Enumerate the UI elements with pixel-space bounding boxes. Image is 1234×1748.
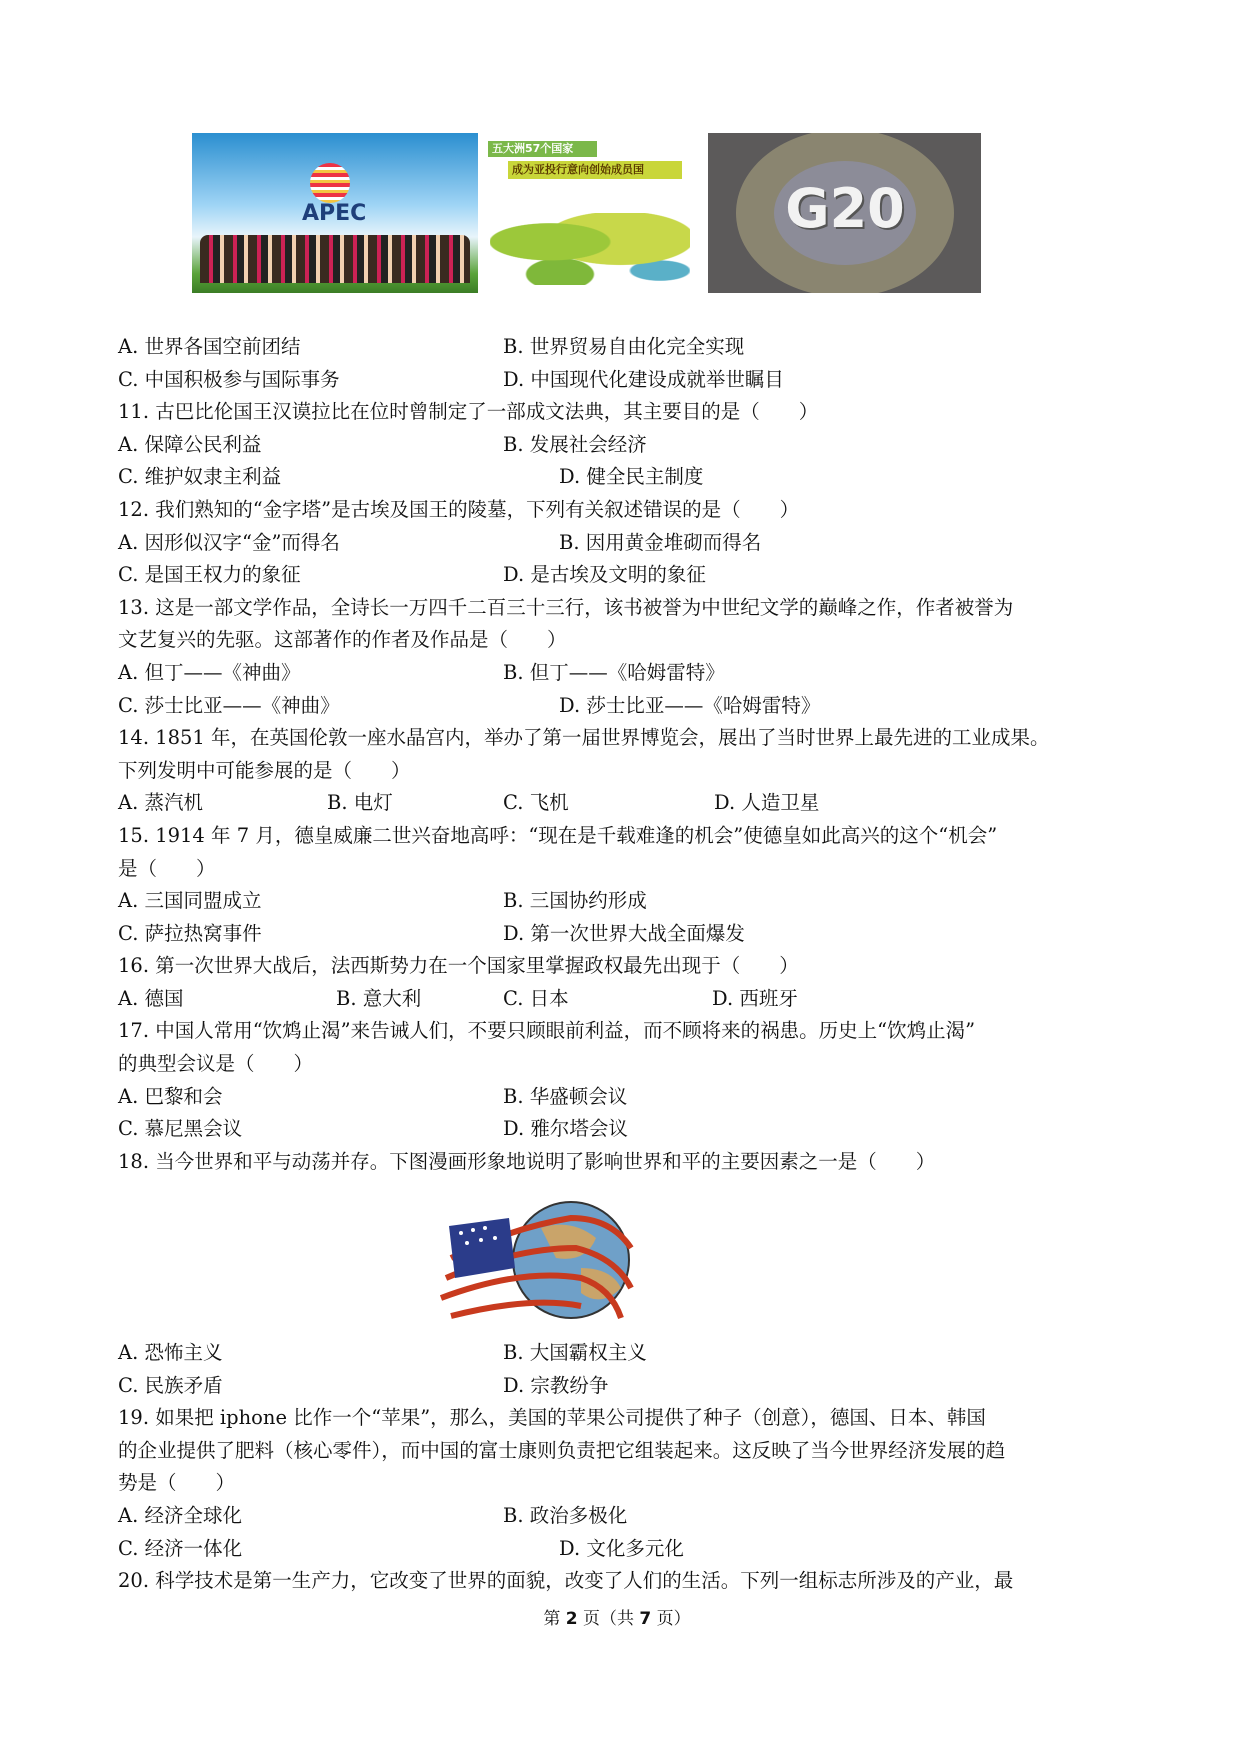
stem-text: 17. 中国人常用“饮鸩止渴”来告诫人们，不要只顾眼前利益，而不顾将来的祸患。历史上“饮鸩止渴”: [118, 1019, 976, 1043]
apec-label: APEC: [302, 201, 367, 226]
footer-text: 页（共: [577, 1609, 640, 1629]
option-c: C. 中国积极参与国际事务: [118, 367, 340, 391]
stem-text: 14. 1851 年，在英国伦敦一座水晶宫内，举办了第一届世界博览会，展出了当时世界上最先进的工业成果。: [118, 726, 1050, 750]
option-a: A. 蒸汽机: [118, 791, 203, 815]
option-row: [118, 559, 1128, 592]
option-row: [118, 1500, 1128, 1533]
option-b: B. 大国霸权主义: [503, 1341, 647, 1364]
option-a: A. 世界各国空前团结: [118, 335, 301, 358]
option-row: [118, 461, 1128, 494]
stem-text: 13. 这是一部文学作品，全诗长一万四千二百三十三行，该书被誉为中世纪文学的巅峰之作，作者被誉为: [118, 595, 1014, 619]
option-c: C. 慕尼黑会议: [118, 1117, 243, 1141]
stem-text: 是（ ）: [118, 856, 216, 880]
option-d: D. 人造卫星: [714, 791, 820, 815]
option-row: [118, 690, 1128, 723]
question-stem: [118, 624, 1128, 657]
option-c: C. 莎士比亚——《神曲》: [118, 693, 340, 717]
option-d: D. 中国现代化建设成就举世瞩目: [503, 367, 784, 391]
stem-text: 16. 第一次世界大战后，法西斯势力在一个国家里掌握政权最先出现于（ ）: [118, 954, 799, 978]
g20-image: [708, 133, 981, 293]
option-row: [118, 918, 1128, 951]
page-number: 2: [565, 1609, 578, 1629]
stem-text: 下列发明中可能参展的是（ ）: [118, 758, 411, 782]
option-b: B. 世界贸易自由化完全实现: [503, 335, 745, 358]
option-a: A. 因形似汉字“金”而得名: [118, 530, 340, 554]
option-b: B. 因用黄金堆砌而得名: [559, 530, 762, 554]
option-b: B. 发展社会经济: [503, 432, 647, 456]
option-d: D. 莎士比亚——《哈姆雷特》: [559, 693, 821, 717]
stem-text: 12. 我们熟知的“金字塔”是古埃及国王的陵墓，下列有关叙述错误的是（ ）: [118, 497, 800, 521]
option-b: B. 电灯: [327, 791, 393, 815]
option-a: A. 德国: [118, 986, 184, 1010]
option-row: [118, 787, 1128, 820]
option-b: B. 华盛顿会议: [503, 1084, 628, 1108]
questions-block-1: [118, 331, 1128, 1178]
questions-block-2: [118, 1337, 1128, 1598]
question-stem: [118, 853, 1128, 886]
hegemony-cartoon: [431, 1198, 647, 1329]
footer-text: 第: [543, 1609, 566, 1629]
footer-text: 页）: [651, 1609, 691, 1629]
question-stem: [118, 755, 1128, 788]
stem-text: 文艺复兴的先驱。这部著作的作者及作品是（ ）: [118, 628, 567, 652]
option-d: D. 第一次世界大战全面爆发: [503, 921, 745, 945]
option-c: C. 是国王权力的象征: [118, 563, 301, 587]
option-b: B. 意大利: [336, 986, 422, 1010]
option-b: B. 但丁——《哈姆雷特》: [503, 660, 725, 684]
aiib-map-image: [484, 133, 700, 293]
option-c: C. 飞机: [503, 791, 569, 815]
map-banner-1: 五大洲57个国家: [488, 141, 597, 157]
option-d: D. 文化多元化: [559, 1536, 684, 1560]
option-row: [118, 1337, 1128, 1370]
option-a: A. 恐怖主义: [118, 1341, 223, 1364]
question-stem: [118, 1146, 1128, 1179]
question-stem: [118, 950, 1128, 983]
option-row: [118, 885, 1128, 918]
option-d: D. 西班牙: [712, 986, 798, 1010]
stem-text: 势是（ ）: [118, 1471, 236, 1495]
g20-label: G20: [785, 177, 905, 240]
stem-text: 19. 如果把 iphone 比作一个“苹果”，那么，美国的苹果公司提供了种子（创意），德国、日本、韩国: [118, 1406, 986, 1430]
option-c: C. 日本: [503, 986, 569, 1010]
question-stem: [118, 820, 1128, 853]
option-b: B. 政治多极化: [503, 1503, 628, 1527]
page-footer: [0, 1604, 1234, 1629]
apec-logo: [310, 163, 350, 203]
question-stem: [118, 1048, 1128, 1081]
option-a: A. 经济全球化: [118, 1503, 242, 1527]
option-row: [118, 331, 1128, 364]
option-c: C. 萨拉热窝事件: [118, 921, 262, 945]
option-row: [118, 1113, 1128, 1146]
apec-image: [192, 133, 478, 293]
question-stem: [118, 1467, 1128, 1500]
option-row: [118, 1533, 1128, 1566]
question-stem: [118, 722, 1128, 755]
option-row: [118, 429, 1128, 462]
stem-text: 的典型会议是（ ）: [118, 1052, 314, 1076]
stem-text: 11. 古巴比伦国王汉谟拉比在位时曾制定了一部成文法典，其主要目的是（ ）: [118, 400, 819, 424]
option-d: D. 雅尔塔会议: [503, 1117, 628, 1141]
option-a: A. 巴黎和会: [118, 1084, 223, 1108]
option-row: [118, 364, 1128, 397]
question-stem: [118, 592, 1128, 625]
option-a: A. 保障公民利益: [118, 432, 262, 456]
world-map: [490, 213, 690, 285]
option-a: A. 但丁——《神曲》: [118, 660, 301, 684]
question-stem: [118, 1435, 1128, 1468]
question-stem: [118, 494, 1128, 527]
option-row: [118, 1370, 1128, 1403]
question-stem: [118, 1015, 1128, 1048]
question-stem: [118, 396, 1128, 429]
stem-text: 20. 科学技术是第一生产力，它改变了世界的面貌，改变了人们的生活。下列一组标志所涉及的产业，最: [118, 1569, 1014, 1593]
option-c: C. 维护奴隶主利益: [118, 465, 282, 489]
option-c: C. 经济一体化: [118, 1536, 243, 1560]
question-stem: [118, 1402, 1128, 1435]
option-row: [118, 1081, 1128, 1114]
option-row: [118, 527, 1128, 560]
option-c: C. 民族矛盾: [118, 1373, 223, 1397]
apec-leaders-cartoon: [200, 235, 470, 283]
total-pages: 7: [639, 1609, 652, 1629]
stem-text: 15. 1914 年 7 月，德皇威廉二世兴奋地高呼：“现在是千载难逢的机会”使德皇如此高兴的这个“机会”: [118, 823, 998, 847]
stem-text: 18. 当今世界和平与动荡并存。下图漫画形象地说明了影响世界和平的主要因素之一是（ ）: [118, 1149, 936, 1173]
option-d: D. 宗教纷争: [503, 1373, 609, 1397]
question-stem: [118, 1565, 1128, 1598]
option-d: D. 是古埃及文明的象征: [503, 563, 706, 587]
option-row: [118, 983, 1128, 1016]
option-row: [118, 657, 1128, 690]
option-d: D. 健全民主制度: [559, 465, 704, 489]
option-a: A. 三国同盟成立: [118, 889, 262, 913]
option-b: B. 三国协约形成: [503, 889, 647, 913]
map-banner-2: 成为亚投行意向创始成员国: [508, 161, 682, 179]
stem-text: 的企业提供了肥料（核心零件），而中国的富士康则负责把它组装起来。这反映了当今世界经济发展的趋: [118, 1438, 1006, 1462]
